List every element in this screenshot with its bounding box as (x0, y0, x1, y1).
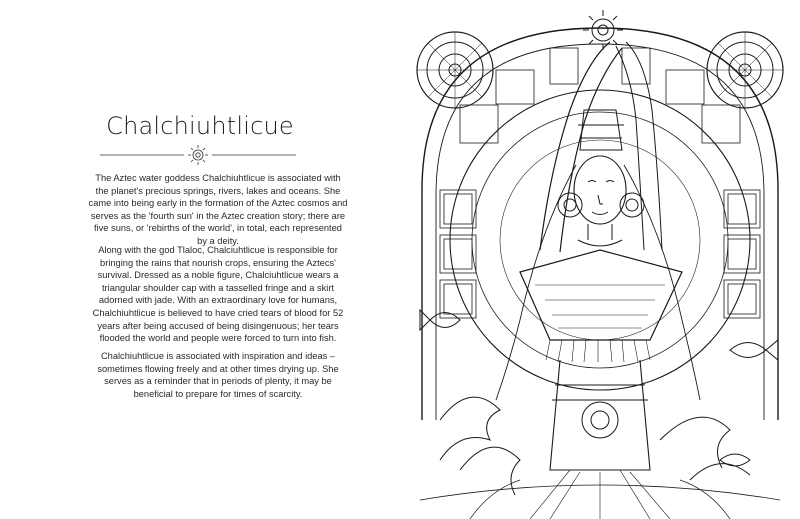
right-arm (626, 42, 662, 250)
page-title: Chalchiuhtlicue (106, 112, 294, 140)
fish-right (730, 340, 778, 360)
right-sun-disc (707, 32, 783, 108)
sun-divider-ornament (98, 142, 298, 168)
paragraph-2: Along with the god Tlaloc, Chalciuhtlicue is responsible for bringing the rains that nourish crops, ensuring the Aztecs' survival. Dressed as a noble figure, Chalciuhtlicue wears a triangular shoulder cap with a tasselled fringe and a skirt adorned with jade. With an extraordinary love for humans, Chalchiuhtlicue is believed to have cried tears of blood for 52 years after being accused of being disingenuous; her tears flooded the world and people were forced to turn into fish. (92, 245, 344, 344)
paragraph-3: Chalchiuhtlicue is associated with inspiration and ideas – sometimes flowing freely and at other times drying up. She serves as a reminder that in periods of plenty, it may be beneficial to prepare for times of scarcity. (97, 351, 339, 399)
paragraph-1: The Aztec water goddess Chalchiuhtlicue is associated with the planet's precious springs, rivers, lakes and oceans. She came into being early in the formation of the Aztec cosmos and serves as the 'fourth sun' in the Aztec creation story; there are five suns, or 'rebirths of the world', in total, each represented by a deity. (88, 173, 348, 246)
left-earring (558, 193, 582, 217)
illustration-page (400, 0, 800, 519)
face (574, 156, 626, 224)
left-sun-disc (417, 32, 493, 108)
sun-icon (188, 145, 208, 165)
fish-left (420, 310, 460, 330)
collar (578, 240, 622, 246)
calendar-ring (450, 90, 750, 390)
goddess-line-art-icon (400, 0, 800, 519)
skirt (550, 360, 650, 470)
top-sun (583, 10, 623, 50)
shoulder-cape (520, 250, 682, 340)
waves (420, 397, 780, 519)
